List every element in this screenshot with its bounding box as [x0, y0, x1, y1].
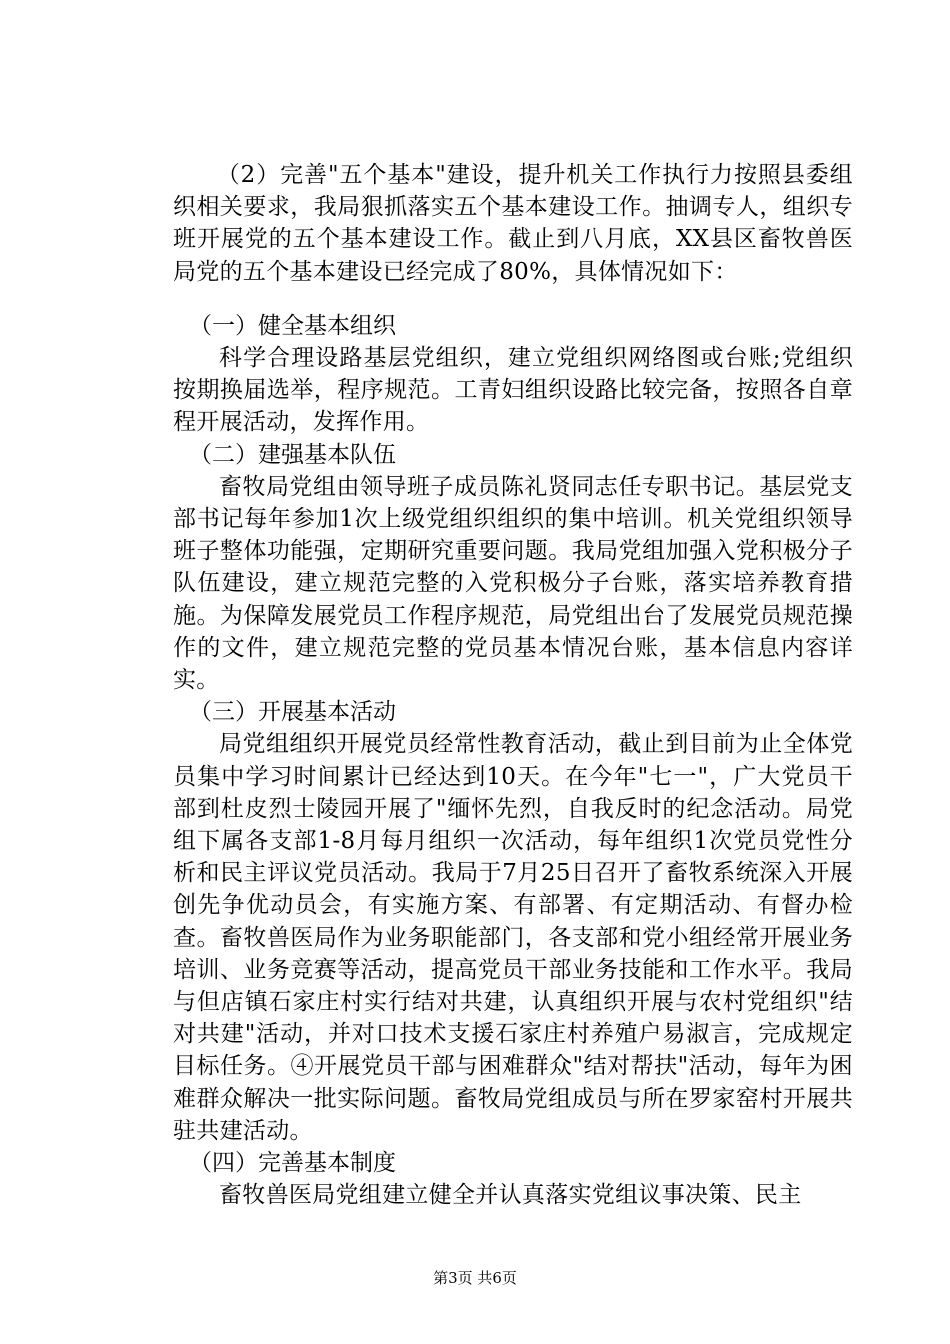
document-body [173, 159, 853, 1212]
paragraph-gap [173, 288, 853, 310]
section-heading-2: （二）建强基本队伍 [189, 441, 396, 468]
section-heading-3: （三）开展基本活动 [189, 699, 396, 726]
intro-paragraph: （2）完善"五个基本"建设，提升机关工作执行力按照县委组织相关要求，我局狠抓落实五个基本建设工作。抽调专人，组织专班开展党的五个基本建设工作。截止到八月底，XX县区畜牧兽医局党的五个基本建设已经完成了80%，具体情况如下： [173, 162, 853, 285]
page-footer: 第3页 共6页 [433, 1269, 517, 1287]
section-heading-4: （四）完善基本制度 [189, 1150, 396, 1177]
section-body-3: 局党组组织开展党员经常性教育活动，截止到目前为止全体党员集中学习时间累计已经达到10天。在今年"七一"，广大党员干部到杜皮烈士陵园开展了"缅怀先烈，自我反时的纪念活动。局党组下属各支部1-8月每月组织一次活动，每年组织1次党员党性分析和民主评议党员活动。我局于7月25日召开了畜牧系统深入开展创先争优动员会，有实施方案、有部署、有定期活动、有督办检查。畜牧兽医局作为业务职能部门，各支部和党小组经常开展业务培训、业务竞赛等活动，提高党员干部业务技能和工作水平。我局与但店镇石家庄村实行结对共建，认真组织开展与农村党组织"结对共建"活动，并对口技术支援石家庄村养殖户易淑言，完成规定目标任务。④开展党员干部与困难群众"结对帮扶"活动，每年为困难群众解决一批实际问题。畜牧局党组成员与所在罗家窑村开展共驻共建活动。 [173, 731, 853, 1144]
section-heading-1: （一）健全基本组织 [189, 312, 396, 339]
section-body-1: 科学合理设路基层党组织，建立党组织网络图或台账;党组织按期换届选举，程序规范。工青妇组织设路比较完备，按照各自章程开展活动，发挥作用。 [173, 345, 853, 436]
section-body-4: 畜牧兽医局党组建立健全并认真落实党组议事决策、民主 [219, 1182, 802, 1209]
section-body-2: 畜牧局党组由领导班子成员陈礼贤同志任专职书记。基层党支部书记每年参加1次上级党组织组织的集中培训。机关党组织领导班子整体功能强，定期研究重要问题。我局党组加强入党积极分子队伍建设，建立规范完整的入党积极分子台账，落实培养教育措施。为保障发展党员工作程序规范，局党组出台了发展党员规范操作的文件，建立规范完整的党员基本情况台账，基本信息内容详实。 [173, 473, 853, 694]
